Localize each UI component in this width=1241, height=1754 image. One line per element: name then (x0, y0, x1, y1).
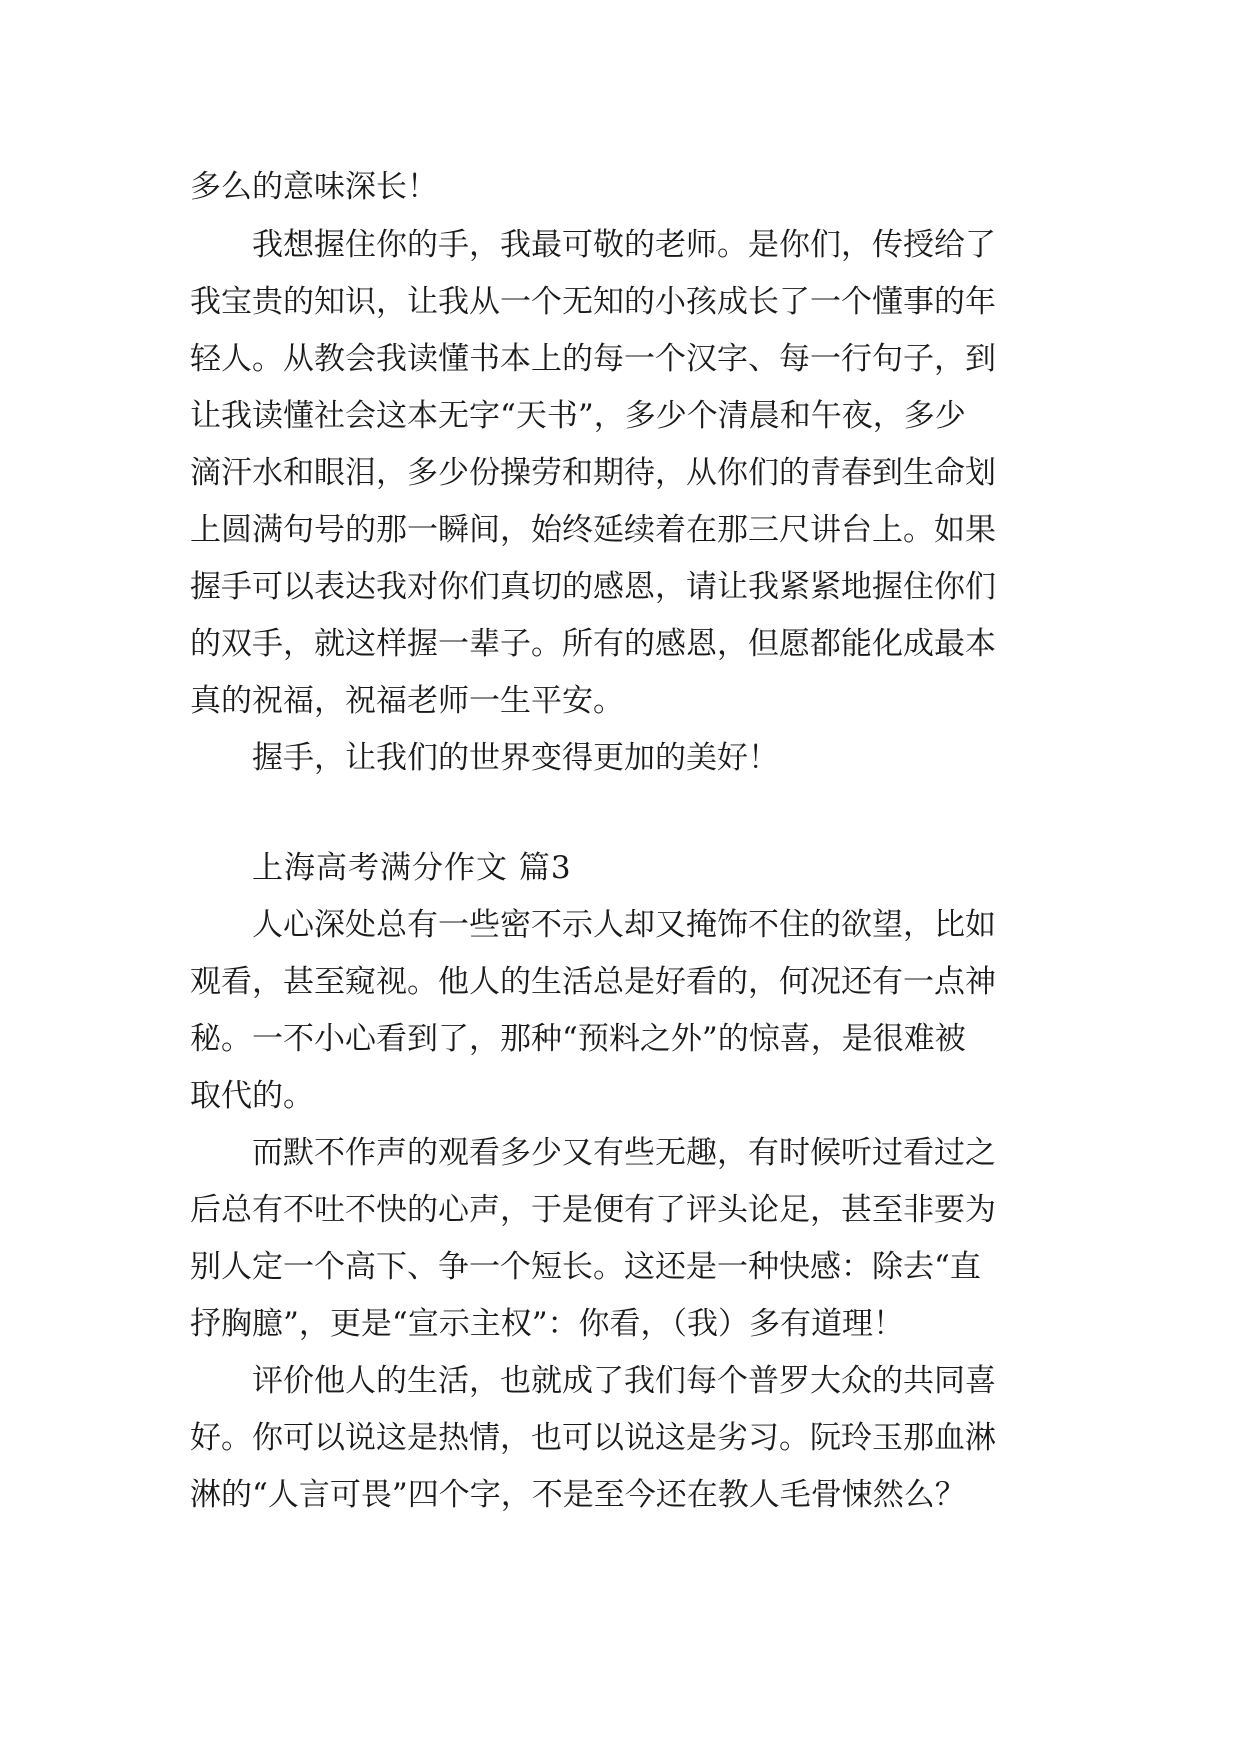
paragraph-line: 我想握住你的手，我最可敬的老师。是你们，传授给了 (252, 227, 996, 263)
paragraph-line: 握手可以表达我对你们真切的感恩，请让我紧紧地握住你们 (190, 569, 996, 605)
paragraph-line: 好。你可以说这是热情，也可以说这是劣习。阮玲玉那血淋 (190, 1420, 996, 1456)
paragraph-line: 抒胸臆”，更是“宣示主权”：你看，（我）多有道理！ (190, 1306, 905, 1342)
paragraph-line: 别人定一个高下、争一个短长。这还是一种快感：除去“直 (190, 1249, 981, 1285)
paragraph-line: 而默不作声的观看多少又有些无趣，有时候听过看过之 (252, 1135, 996, 1171)
section-heading: 上海高考满分作文 篇3 (252, 850, 572, 886)
paragraph-line: 人心深处总有一些密不示人却又掩饰不住的欲望，比如 (252, 907, 996, 943)
paragraph-line: 观看，甚至窥视。他人的生活总是好看的，何况还有一点神 (190, 964, 996, 1000)
paragraph-line: 后总有不吐不快的心声，于是便有了评头论足，甚至非要为 (190, 1192, 996, 1228)
paragraph-line: 取代的。 (190, 1078, 314, 1114)
paragraph-line: 上圆满句号的那一瞬间，始终延续着在那三尺讲台上。如果 (190, 512, 996, 548)
paragraph-line: 轻人。从教会我读懂书本上的每一个汉字、每一行句子，到 (190, 341, 996, 377)
paragraph-line: 多么的意味深长！ (190, 169, 438, 205)
paragraph-line: 让我读懂社会这本无字“天书”，多少个清晨和午夜，多少 (190, 398, 966, 434)
paragraph-line: 滴汗水和眼泪，多少份操劳和期待，从你们的青春到生命划 (190, 455, 996, 491)
paragraph-line: 真的祝福，祝福老师一生平安。 (190, 683, 624, 719)
paragraph-line: 握手，让我们的世界变得更加的美好！ (252, 740, 779, 776)
paragraph-line: 评价他人的生活，也就成了我们每个普罗大众的共同喜 (252, 1363, 996, 1399)
paragraph-line: 淋的“人言可畏”四个字，不是至今还在教人毛骨悚然么？ (190, 1477, 966, 1513)
paragraph-line: 的双手，就这样握一辈子。所有的感恩，但愿都能化成最本 (190, 626, 996, 662)
paragraph-line: 我宝贵的知识，让我从一个无知的小孩成长了一个懂事的年 (190, 284, 996, 320)
paragraph-line: 秘。一不小心看到了，那种“预料之外”的惊喜，是很难被 (190, 1021, 966, 1057)
